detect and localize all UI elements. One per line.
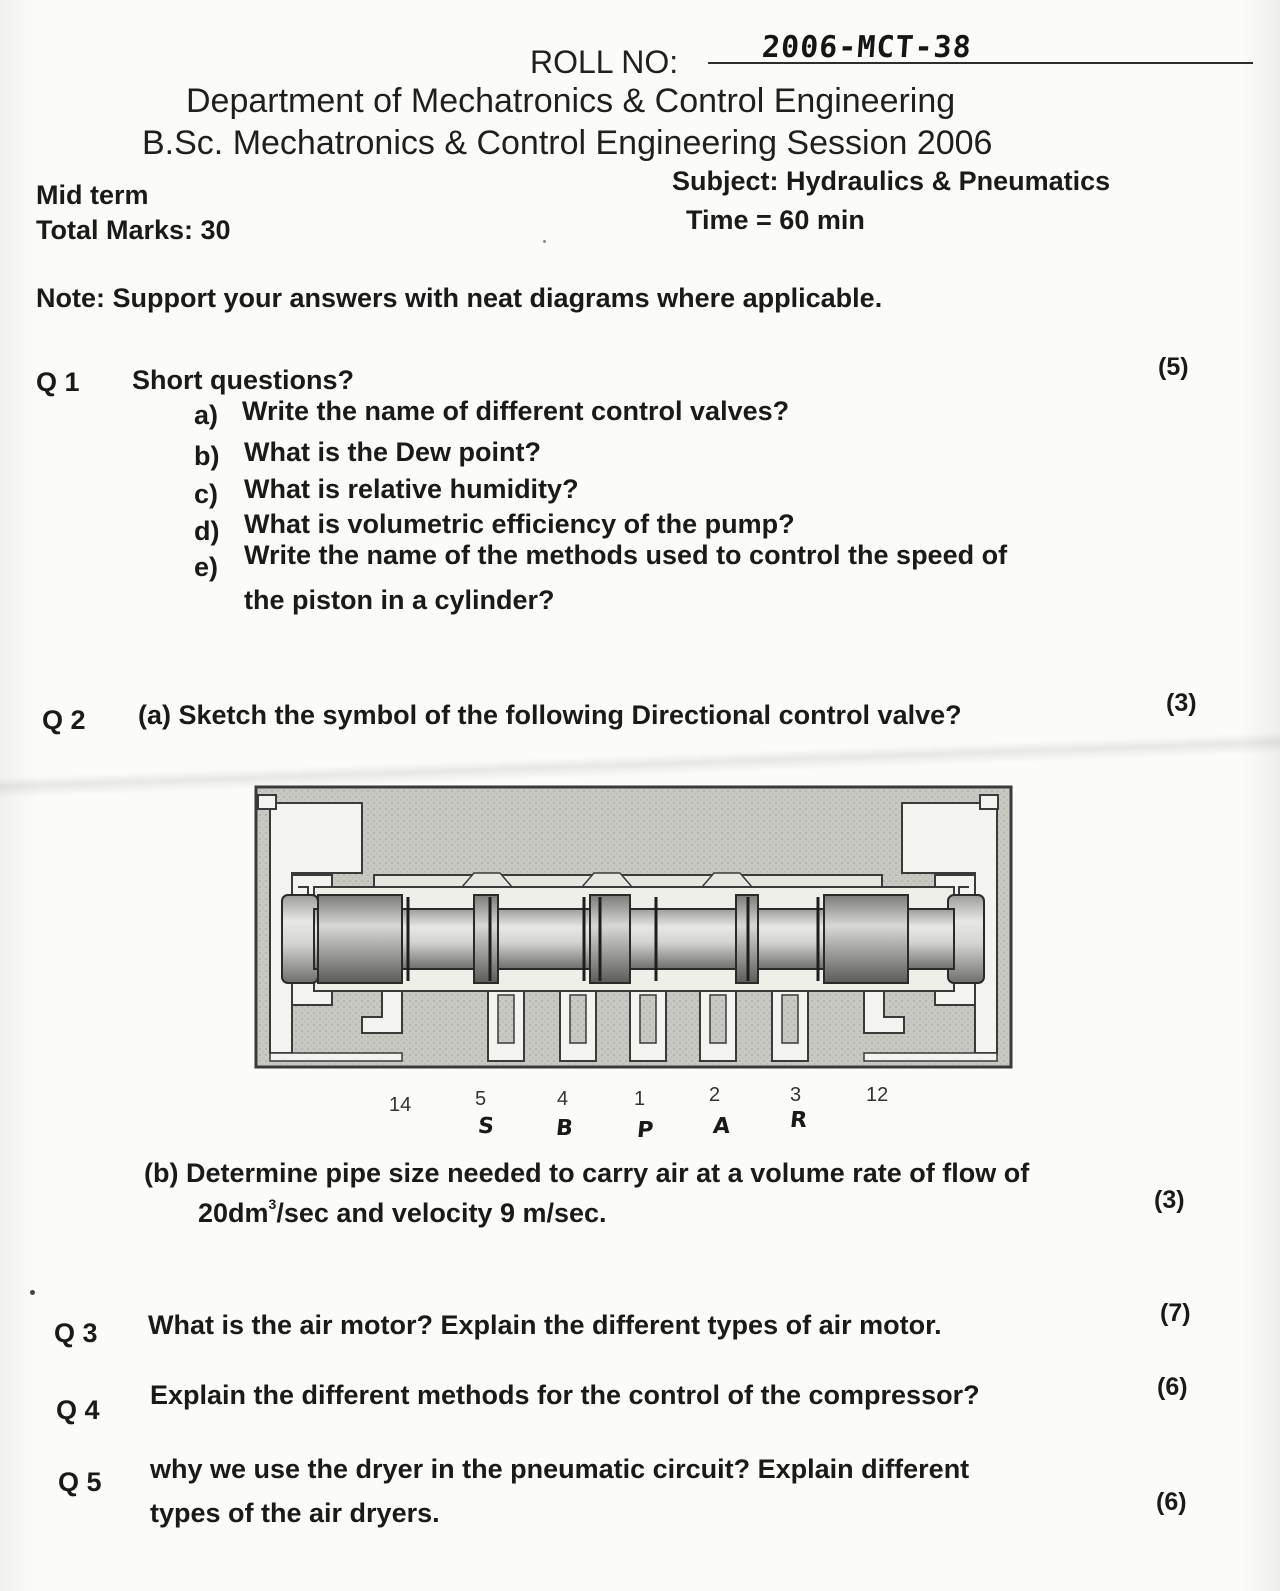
q4-marks: (6) <box>1157 1373 1188 1401</box>
q1-part-label: c) <box>194 479 219 509</box>
spool-land <box>824 895 908 983</box>
q2-number: Q 2 <box>42 705 86 735</box>
q1-part-label: b) <box>194 441 220 471</box>
spool-left-end <box>282 895 318 983</box>
q2-marks: (3) <box>1166 689 1197 717</box>
q1-part-text: Write the name of the methods used to control the speed of <box>244 540 1008 570</box>
q3-text: What is the air motor? Explain the different types of air motor. <box>148 1310 942 1340</box>
directional-control-valve-diagram <box>252 783 1015 1073</box>
port-label-3: 3 <box>790 1084 802 1106</box>
q3-number: Q 3 <box>54 1318 98 1348</box>
q2-text: (a) Sketch the symbol of the following Directional control valve? <box>138 700 962 730</box>
q1-part-label: e) <box>194 552 219 582</box>
port-label-1: 1 <box>634 1088 646 1110</box>
q1-part-text: What is volumetric efficiency of the pump? <box>244 509 795 539</box>
port-note-s: S <box>476 1114 496 1139</box>
q2b-text: (b) Determine pipe size needed to carry air at a volume rate of flow of <box>144 1158 1030 1188</box>
port-label-14: 14 <box>389 1094 412 1116</box>
spool-land <box>590 895 630 983</box>
port-note-b: B <box>554 1116 575 1141</box>
spool-land <box>474 895 498 983</box>
port-note-a: A <box>711 1114 732 1139</box>
program-title: B.Sc. Mechatronics & Control Engineering Session 2006 <box>142 124 993 162</box>
q5-marks: (6) <box>1156 1488 1187 1516</box>
q1-part-text-continued: the piston in a cylinder? <box>244 585 555 615</box>
exam-time: Time = 60 min <box>686 205 865 235</box>
port-note-p: P <box>635 1118 655 1143</box>
q1-part-label: a) <box>194 400 219 430</box>
q3-marks: (7) <box>1160 1299 1191 1327</box>
roll-number-label: ROLL NO: <box>530 44 679 80</box>
department-title: Department of Mechatronics & Control Engineering <box>186 82 956 120</box>
q5-text: why we use the dryer in the pneumatic circuit? Explain different <box>150 1454 970 1484</box>
q1-text: Short questions? <box>132 365 354 395</box>
q5-number: Q 5 <box>58 1467 102 1497</box>
q2b-text-continued: $20dm^3/\sec$ and velocity 9 m/sec. <box>198 1196 607 1228</box>
speck <box>30 1290 35 1295</box>
roll-number-handwritten: 2006-MCT-38 <box>760 30 973 65</box>
q1-number: Q 1 <box>36 367 80 397</box>
q1-marks: (5) <box>1158 353 1189 381</box>
q1-part-label: d) <box>194 516 220 546</box>
q5-text-continued: types of the air dryers. <box>150 1498 440 1528</box>
port-label-5: 5 <box>475 1088 487 1110</box>
total-marks: Total Marks: 30 <box>36 215 231 245</box>
q2b-marks: (3) <box>1154 1186 1185 1214</box>
port-label-12: 12 <box>866 1084 889 1106</box>
note: Note: Support your answers with neat diagrams where applicable. <box>36 283 883 313</box>
pilot-port-top-left <box>258 795 276 809</box>
q4-text: Explain the different methods for the control of the compressor? <box>150 1380 980 1410</box>
port-label-4: 4 <box>557 1088 569 1110</box>
subject: Subject: Hydraulics & Pneumatics <box>672 166 1111 196</box>
port-note-r: R <box>788 1108 809 1133</box>
q4-number: Q 4 <box>56 1395 100 1425</box>
q1-part-text: What is relative humidity? <box>244 474 579 504</box>
q1-part-text: What is the Dew point? <box>244 437 541 467</box>
exam-type: Mid term <box>36 180 149 210</box>
pilot-port-top-right <box>980 795 998 809</box>
spool-land <box>318 895 402 983</box>
port-label-2: 2 <box>709 1084 721 1106</box>
speck <box>543 240 546 243</box>
q1-part-text: Write the name of different control valves? <box>242 396 790 426</box>
